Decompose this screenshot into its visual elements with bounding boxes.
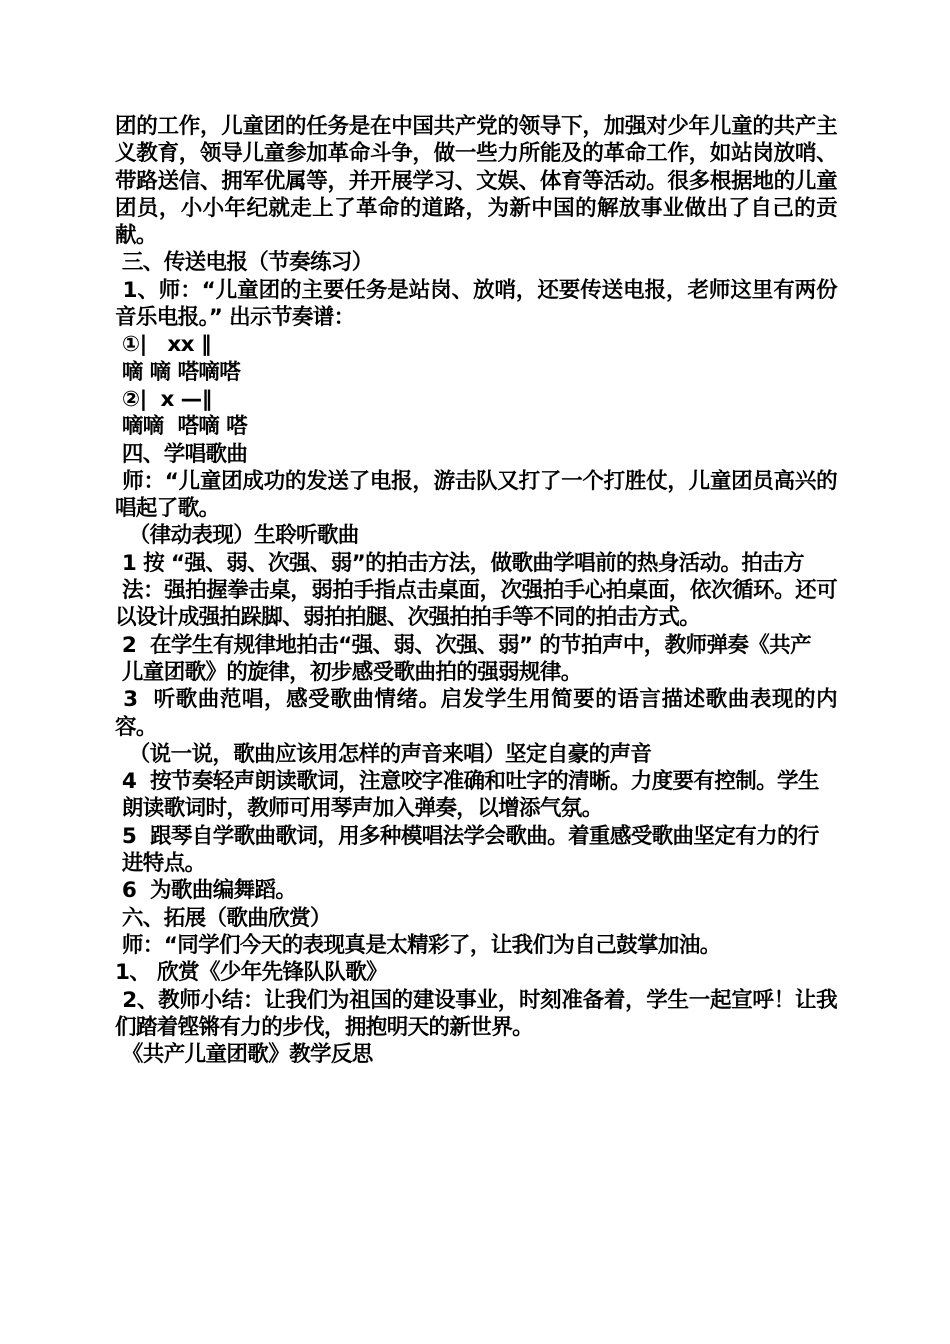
paragraph-rhythm-listen: （律动表现）生聆听歌曲: [115, 523, 359, 549]
document-body: [115, 113, 837, 1068]
step-1-line: 1 按 “强、弱、次强、弱”的拍击方法，做歌曲学唱前的热身活动。拍击方: [115, 550, 805, 576]
section-heading-learn-song: 四、学唱歌曲: [115, 441, 248, 467]
step-2-continued: 儿童团歌》的旋律，初步感受歌曲拍的强弱规律。: [115, 659, 582, 685]
step-1-method: 法：强拍握拳击桌，弱拍手指点击桌面，次强拍手心拍桌面，依次循环。还可以设计成强拍跺脚、弱拍拍腿、次强拍拍手等不同的拍击方式。: [115, 578, 838, 631]
paragraph-teacher-summary: 2、教师小结：让我们为祖国的建设事业，时刻准备着，学生一起宣呼！让我们踏着铿锵有力的步伐，拥抱明天的新世界。: [115, 987, 837, 1040]
rhythm-score-1: ①| xx ‖: [115, 332, 211, 358]
rhythm-syllables-2: 嘀嘀 嗒嘀 嗒: [115, 414, 248, 440]
step-3-line: 3 听歌曲范唱，感受歌曲情绪。启发学生用简要的语言描述歌曲表现的内容。: [115, 687, 837, 740]
heading-teaching-reflection: 《共产儿童团歌》教学反思: [115, 1042, 373, 1068]
rhythm-syllables-1: 嘀 嘀 嗒嘀嗒: [115, 359, 241, 385]
step-2-line: 2 在学生有规律地拍击“强、弱、次强、弱” 的节拍声中，教师弹奏《共产: [115, 632, 811, 658]
paragraph-teacher-telegram: 1、师：“儿童团的主要任务是站岗、放哨，还要传送电报，老师这里有两份音乐电报。” 出示节奏谱：: [115, 277, 837, 331]
step-4-continued: 朗读歌词时，教师可用琴声加入弹奏，以增添气氛。: [115, 796, 603, 822]
section-heading-telegram: 三、传送电报（节奏练习）: [115, 250, 373, 276]
step-4-line: 4 按节奏轻声朗读歌词，注意咬字准确和吐字的清晰。力度要有控制。学生: [115, 769, 819, 795]
paragraph-teacher-song: 师：“儿童团成功的发送了电报，游击队又打了一个打胜仗，儿童团员高兴的唱起了歌。: [115, 468, 837, 522]
section-heading-extension: 六、拓展（歌曲欣赏）: [115, 905, 331, 931]
rhythm-score-2: ②| x —‖: [115, 386, 212, 412]
paragraph-teacher-praise: 师：“同学们今天的表现真是太精彩了，让我们为自己鼓掌加油。: [115, 932, 721, 958]
item-appreciate-anthem: 1、 欣赏《少年先锋队队歌》: [115, 960, 388, 986]
step-5-line: 5 跟琴自学歌曲歌词，用多种模唱法学会歌曲。着重感受歌曲坚定有力的行: [115, 823, 819, 849]
step-6-line: 6 为歌曲编舞蹈。: [115, 878, 297, 904]
paragraph-say-it: （说一说，歌曲应该用怎样的声音来唱）坚定自豪的声音: [115, 741, 652, 767]
step-5-continued: 进特点。: [115, 851, 206, 877]
paragraph-children-corps-intro: 团的工作，儿童团的任务是在中国共产党的领导下，加强对少年儿童的共产主义教育，领导儿童参加革命斗争，做一些力所能及的革命工作，如站岗放哨、带路送信、拥军优属等，并开展学习、文娱、体育等活动。很多根据地的儿童团员，小小年纪就走上了革命的道路，为新中国的解放事业做出了自己的贡献。: [115, 114, 837, 249]
